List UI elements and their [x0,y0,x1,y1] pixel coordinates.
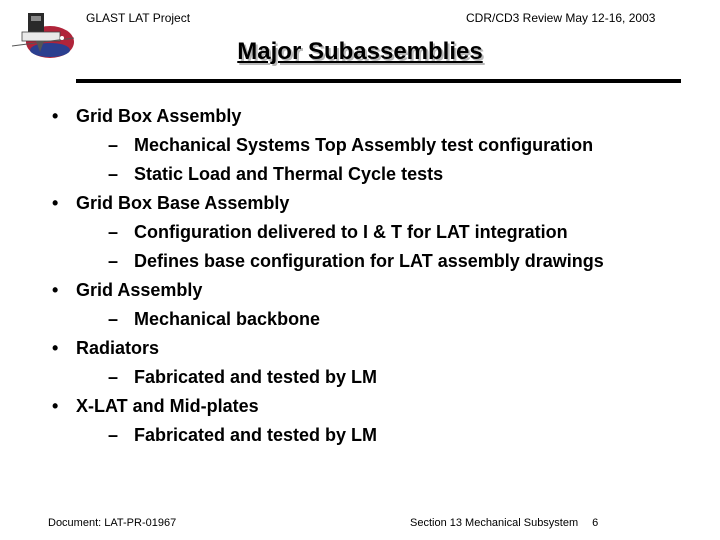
sub-bullet-list [76,363,690,392]
sub-bullet-item: – Mechanical Systems Top Assembly test configuration [108,131,690,160]
sub-bullet-item: – Fabricated and tested by LM [108,421,690,450]
bullet-list [50,102,690,450]
sub-bullet-item: – Static Load and Thermal Cycle tests [108,160,690,189]
sub-bullet-item: – Defines base configuration for LAT assembly drawings [108,247,690,276]
sub-bullet-list [76,305,690,334]
bullet-text: Radiators [76,338,160,358]
sub-bullet-item: – Fabricated and tested by LM [108,363,690,392]
bullet-text: Grid Box Base Assembly [76,193,290,213]
slide-title: Major Subassemblies [237,38,483,65]
bullet-text: X-LAT and Mid-plates [76,396,259,416]
footer-section [410,517,598,529]
bullet-item [50,334,690,392]
sub-bullet-item: – Configuration delivered to I & T for LAT integration [108,218,690,247]
sub-bullet-list [76,421,690,450]
sub-bullet-list [76,218,690,276]
header-project: GLAST LAT Project [86,11,191,25]
bullet-text: Grid Assembly [76,280,203,300]
bullet-item [50,189,690,276]
footer-document-id: Document: LAT-PR-01967 [48,517,177,529]
bullet-text: Grid Box Assembly [76,106,242,126]
bullet-item [50,102,690,189]
bullet-item [50,276,690,334]
header-review-date: CDR/CD3 Review May 12-16, 2003 [466,11,656,25]
bullet-item [50,392,690,450]
sub-bullet-list [76,131,690,189]
sub-bullet-item: – Mechanical backbone [108,305,690,334]
footer-section-label: Section 13 Mechanical Subsystem [410,517,579,529]
title-divider [76,79,681,83]
page-number: 6 [592,517,599,529]
